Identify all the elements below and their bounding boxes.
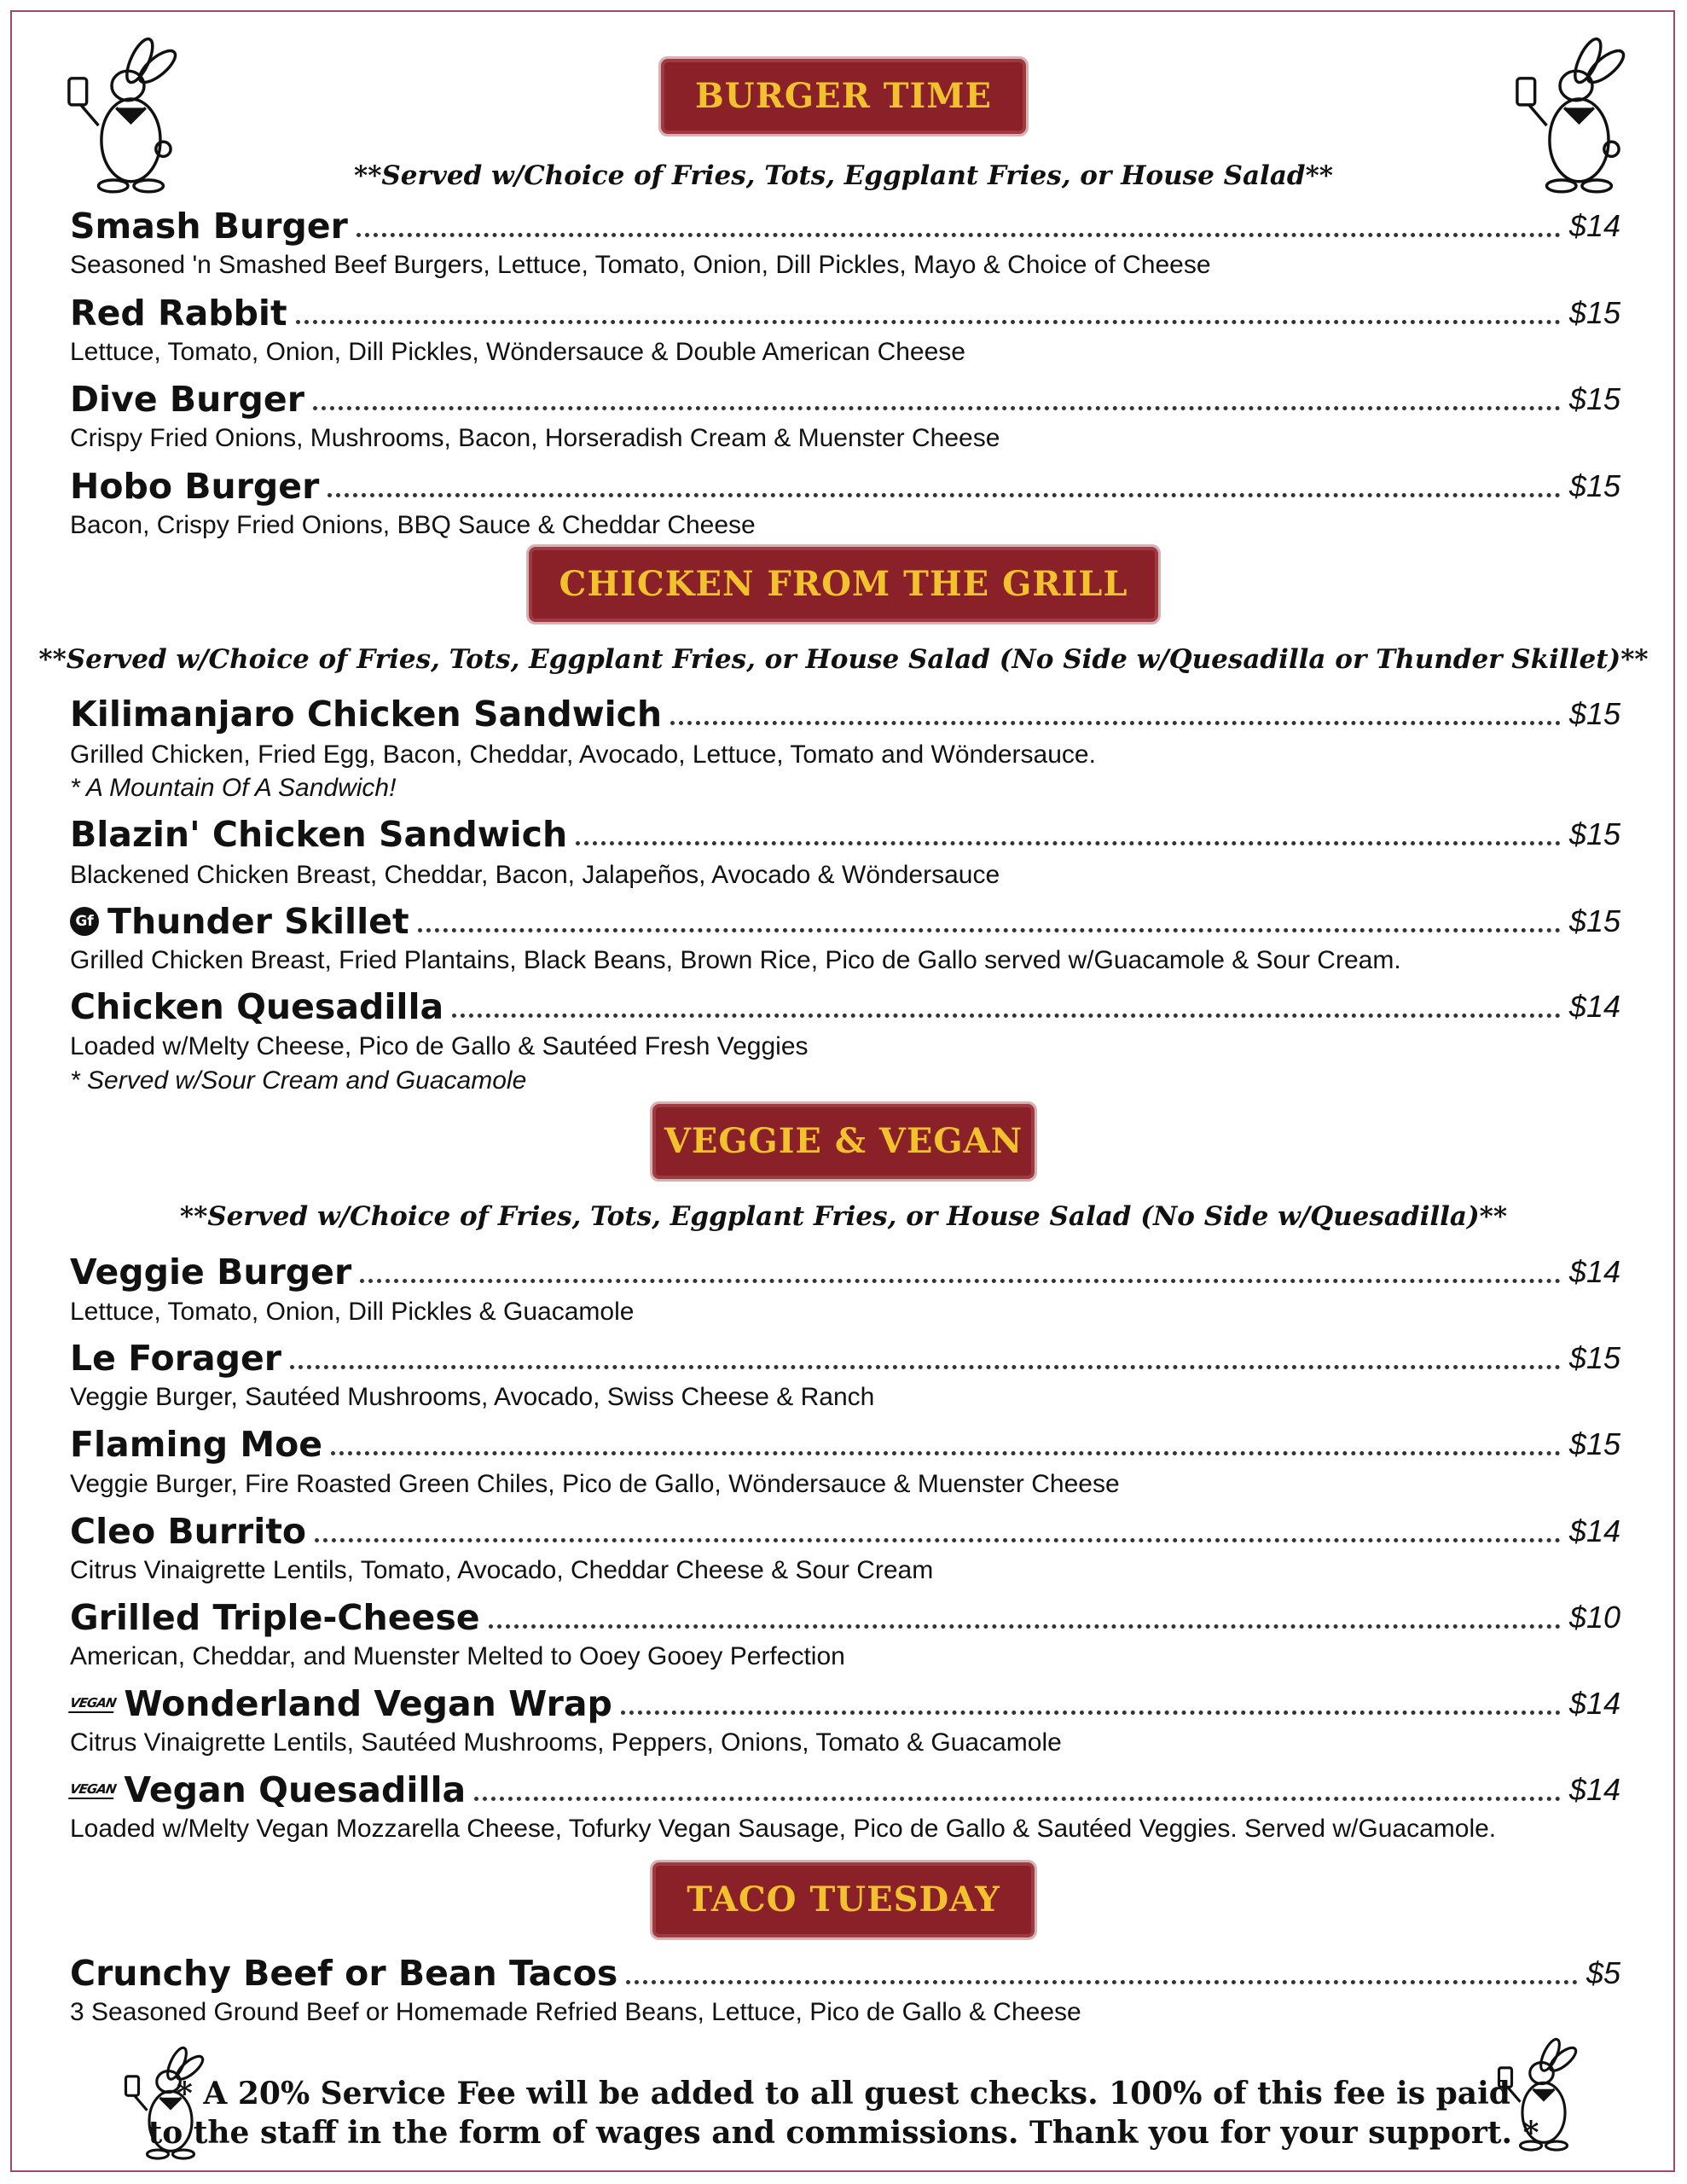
item-description: Crispy Fried Onions, Mushrooms, Bacon, Horseradish Cream & Muenster Cheese <box>70 424 1000 452</box>
item-name: Veggie Burger <box>70 1252 352 1292</box>
item-price: $15 <box>1568 1340 1620 1375</box>
item-price: $14 <box>1568 1772 1620 1807</box>
item-name: Crunchy Beef or Bean Tacos <box>70 1953 618 1994</box>
item-name: Kilimanjaro Chicken Sandwich <box>70 694 663 735</box>
dot-leader <box>357 233 1561 237</box>
item-description: Citrus Vinaigrette Lentils, Tomato, Avocado, Cheddar Cheese & Sour Cream <box>70 1556 934 1584</box>
menu-item-row <box>70 1510 1620 1553</box>
menu-item-row <box>70 1337 1620 1380</box>
section-banner-burger-time: BURGER TIME <box>664 62 1023 131</box>
item-price: $15 <box>1568 1426 1620 1461</box>
dot-leader <box>418 928 1561 932</box>
item-name: Cleo Burrito <box>70 1511 307 1552</box>
item-name: Blazin' Chicken Sandwich <box>70 814 568 855</box>
item-price: $15 <box>1568 816 1620 851</box>
item-name: Flaming Moe <box>70 1424 323 1465</box>
item-description: 3 Seasoned Ground Beef or Homemade Refried Beans, Lettuce, Pico de Gallo & Cheese <box>70 1998 1081 2026</box>
item-name <box>70 1682 612 1725</box>
dot-leader <box>474 1797 1561 1801</box>
item-description: Citrus Vinaigrette Lentils, Sautéed Mushrooms, Peppers, Onions, Tomato & Guacamole <box>70 1728 1062 1757</box>
item-name <box>70 900 409 943</box>
item-description: Bacon, Crispy Fried Onions, BBQ Sauce & Cheddar Cheese <box>70 511 756 539</box>
dot-leader <box>626 1980 1578 1984</box>
item-name: Smash Burger <box>70 206 348 247</box>
item-price: $14 <box>1568 208 1620 243</box>
service-fee-notice-line-1: * A 20% Service Fee will be added to all guest checks. 100% of this fee is paid <box>177 2076 1510 2111</box>
item-price: $15 <box>1568 295 1620 330</box>
served-with-note: **Served w/Choice of Fries, Tots, Eggplant Fries, or House Salad (No Side w/Quesadilla or Thunder Skillet)** <box>38 644 1649 675</box>
vegan-icon: VEGAN <box>68 1780 117 1799</box>
menu-item-row <box>70 813 1620 856</box>
item-note: * Served w/Sour Cream and Guacamole <box>70 1066 527 1095</box>
item-price: $14 <box>1568 1513 1620 1548</box>
item-price: $5 <box>1586 1955 1620 1990</box>
gluten-free-icon: Gf <box>70 907 99 936</box>
item-description: Blackened Chicken Breast, Cheddar, Bacon, Jalapeños, Avocado & Wöndersauce <box>70 861 1000 889</box>
item-name <box>70 1769 466 1811</box>
served-with-note: **Served w/Choice of Fries, Tots, Eggplant Fries, or House Salad** <box>353 160 1334 191</box>
menu-item-row <box>70 292 1620 334</box>
dot-leader <box>489 1624 1561 1629</box>
menu-item-row <box>70 465 1620 508</box>
item-name: Le Forager <box>70 1338 281 1379</box>
dot-leader <box>290 1365 1561 1369</box>
dot-leader <box>360 1279 1561 1283</box>
dot-leader <box>296 320 1561 324</box>
menu-item-row <box>70 985 1620 1028</box>
item-description: Loaded w/Melty Cheese, Pico de Gallo & Sautéed Fresh Veggies <box>70 1032 809 1060</box>
dot-leader <box>313 406 1561 410</box>
item-description: Lettuce, Tomato, Onion, Dill Pickles & Guacamole <box>70 1298 635 1326</box>
item-name: Dive Burger <box>70 379 304 420</box>
item-price: $15 <box>1568 903 1620 938</box>
item-price: $14 <box>1568 989 1620 1024</box>
item-price: $15 <box>1568 696 1620 731</box>
dot-leader <box>452 1014 1561 1018</box>
item-description: Seasoned 'n Smashed Beef Burgers, Lettuce, Tomato, Onion, Dill Pickles, Mayo & Choice of Cheese <box>70 251 1211 279</box>
item-name: Grilled Triple-Cheese <box>70 1597 480 1638</box>
item-description: Lettuce, Tomato, Onion, Dill Pickles, Wöndersauce & Double American Cheese <box>70 338 965 366</box>
menu-item-row <box>70 1769 1620 1811</box>
menu-item-row <box>70 1423 1620 1466</box>
vegan-icon: VEGAN <box>68 1694 117 1713</box>
item-description: Veggie Burger, Sautéed Mushrooms, Avocado, Swiss Cheese & Ranch <box>70 1383 875 1411</box>
item-name: Red Rabbit <box>70 293 287 334</box>
dot-leader <box>670 721 1561 725</box>
section-banner-chicken-from-the-grill: CHICKEN FROM THE GRILL <box>532 550 1155 619</box>
item-price: $14 <box>1568 1254 1620 1289</box>
service-fee-notice-line-2: to the staff in the form of wages and commissions. Thank you for your support. * <box>148 2115 1539 2151</box>
item-name: Hobo Burger <box>70 466 320 507</box>
section-banner-veggie-and-vegan: VEGGIE & VEGAN <box>656 1107 1031 1176</box>
item-price: $14 <box>1568 1686 1620 1721</box>
item-price: $15 <box>1568 381 1620 416</box>
menu-item-row <box>70 693 1620 735</box>
item-description: Veggie Burger, Fire Roasted Green Chiles, Pico de Gallo, Wöndersauce & Muenster Cheese <box>70 1470 1120 1498</box>
item-description: Grilled Chicken Breast, Fried Plantains, Black Beans, Brown Rice, Pico de Gallo served w/Guacamole & Sour Cream. <box>70 946 1401 974</box>
menu-item-row <box>70 1682 1620 1725</box>
menu-item-row <box>70 900 1620 943</box>
dot-leader <box>576 841 1561 845</box>
dot-leader <box>331 1451 1561 1455</box>
dot-leader <box>328 493 1561 497</box>
menu-item-row <box>70 378 1620 421</box>
menu-item-row <box>70 1952 1620 1995</box>
item-name-text: Wonderland Vegan Wrap <box>124 1683 612 1724</box>
served-with-note: **Served w/Choice of Fries, Tots, Eggplant Fries, or House Salad (No Side w/Quesadilla)** <box>179 1201 1508 1232</box>
item-description: Grilled Chicken, Fried Egg, Bacon, Cheddar, Avocado, Lettuce, Tomato and Wöndersauce. <box>70 741 1096 769</box>
item-description: Loaded w/Melty Vegan Mozzarella Cheese, Tofurky Vegan Sausage, Pico de Gallo & Sautéed Veggies. Served w/Guacamole. <box>70 1815 1497 1843</box>
menu-item-row <box>70 1596 1620 1639</box>
item-name: Chicken Quesadilla <box>70 986 444 1027</box>
menu-item-row <box>70 205 1620 247</box>
menu-item-row <box>70 1251 1620 1293</box>
section-banner-taco-tuesday: TACO TUESDAY <box>656 1866 1031 1934</box>
dot-leader <box>315 1538 1561 1542</box>
item-description: American, Cheddar, and Muenster Melted to Ooey Gooey Perfection <box>70 1642 845 1670</box>
item-price: $15 <box>1568 468 1620 503</box>
item-note: * A Mountain Of A Sandwich! <box>70 774 397 802</box>
item-price: $10 <box>1568 1600 1620 1635</box>
item-name-text: Thunder Skillet <box>107 901 409 942</box>
item-name-text: Vegan Quesadilla <box>124 1769 467 1810</box>
dot-leader <box>621 1711 1561 1715</box>
